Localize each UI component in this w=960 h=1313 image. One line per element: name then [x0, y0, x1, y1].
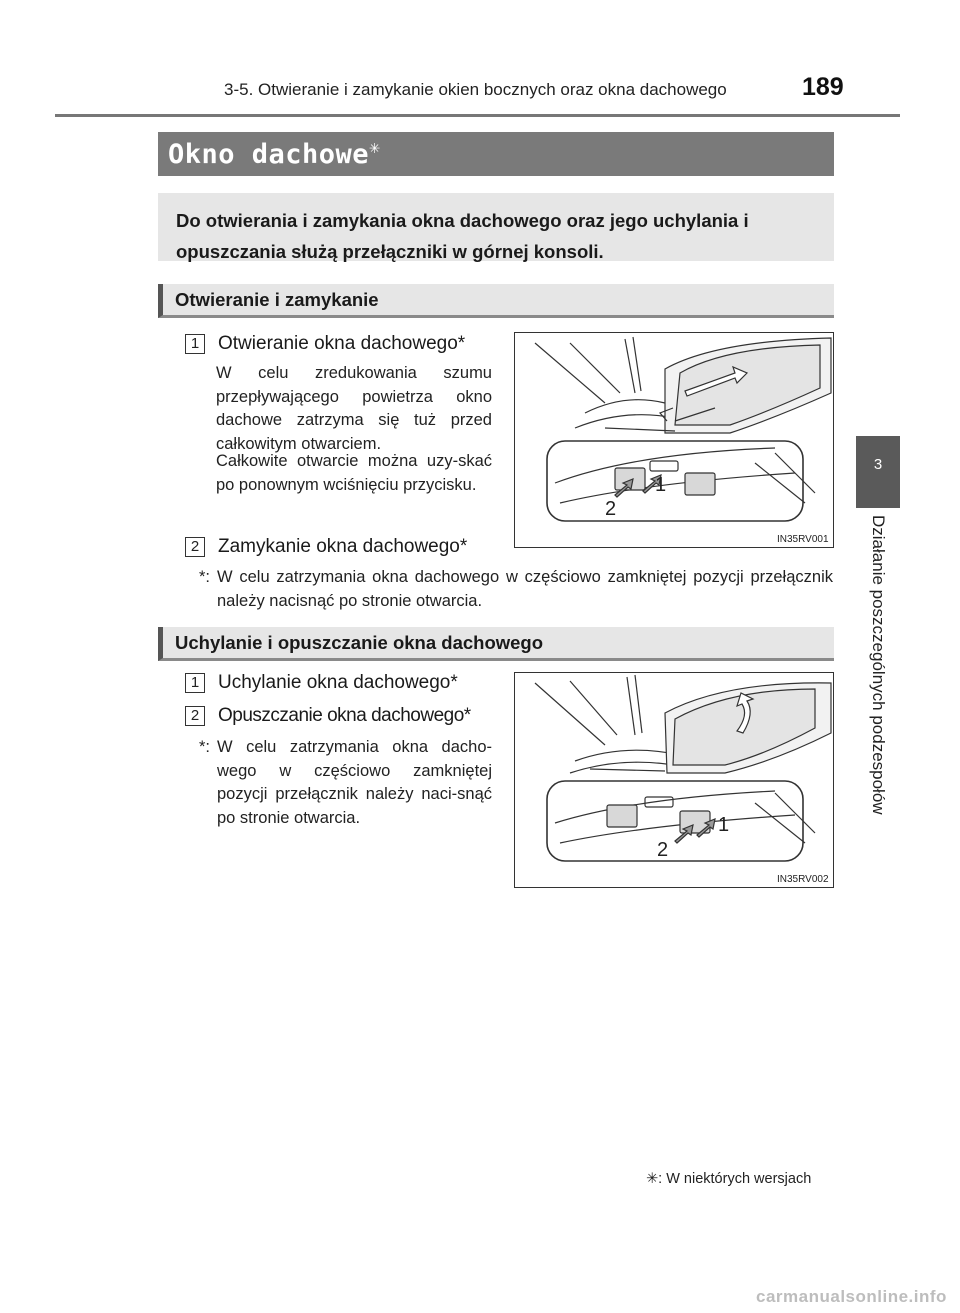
item-label: Uchylanie okna dachowego*	[218, 672, 458, 693]
item-label: Opuszczanie okna dachowego*	[218, 705, 471, 726]
asterisk-icon: ✳	[369, 137, 381, 158]
figure-callout: 2	[657, 839, 669, 861]
item-number: 2	[185, 537, 205, 557]
item-number: 2	[185, 706, 205, 726]
item-number: 1	[185, 334, 205, 354]
header-divider	[55, 114, 900, 117]
figure-code: IN35RV001	[777, 534, 829, 545]
intro-box: Do otwierania i zamykania okna dachowego oraz jego uchylania i opuszczania służą przełączniki w górnej konsoli.	[158, 193, 834, 261]
page-number: 189	[802, 73, 844, 101]
running-header: 3-5. Otwieranie i zamykanie okien bocznych oraz okna dachowego	[224, 80, 727, 99]
section-title	[168, 137, 380, 170]
footnote-text: : W niektórych wersjach	[658, 1171, 812, 1187]
figure-callout: 1	[655, 474, 667, 496]
item-label: Otwieranie okna dachowego*	[218, 333, 466, 354]
chapter-number: 3	[873, 456, 883, 473]
section-title-text: Okno dachowe	[168, 139, 370, 170]
note-mark: *:	[199, 738, 211, 756]
roof-console-illustration	[515, 673, 832, 886]
roof-console-illustration	[515, 333, 832, 546]
chapter-title: Działanie poszczególnych podzespołów	[869, 515, 888, 815]
note-mark: *:	[199, 568, 211, 586]
item-description: W celu zredukowania szumu przepływającego powietrza okno dachowe zatrzyma się tuż przed całkowitym otwarciem.	[216, 364, 492, 453]
watermark: carmanualsonline.info	[756, 1287, 947, 1306]
item-description: Całkowite otwarcie można uzy-skać po ponownym wciśnięciu przycisku.	[216, 452, 492, 494]
figure-callout: 2	[605, 498, 617, 520]
figure-callout: 1	[718, 814, 730, 836]
asterisk-icon: ✳	[646, 1171, 659, 1187]
item-label: Zamykanie okna dachowego*	[218, 536, 468, 557]
subsection-heading: Uchylanie i opuszczanie okna dachowego	[175, 632, 544, 653]
note-text: W celu zatrzymania okna dacho-wego w częściowo zamkniętej pozycji przełącznik należy naci-snąć po stronie otwarcia.	[217, 738, 492, 827]
note-text: W celu zatrzymania okna dachowego w częściowo zamkniętej pozycji przełącznik należy nacisnąć po stronie otwarcia.	[217, 568, 833, 610]
figure-code: IN35RV002	[777, 874, 829, 885]
figure-tilt	[514, 672, 834, 888]
subsection-heading: Otwieranie i zamykanie	[175, 289, 379, 310]
figure-open-close	[514, 332, 834, 548]
item-number: 1	[185, 673, 205, 693]
footnote	[646, 1171, 811, 1187]
